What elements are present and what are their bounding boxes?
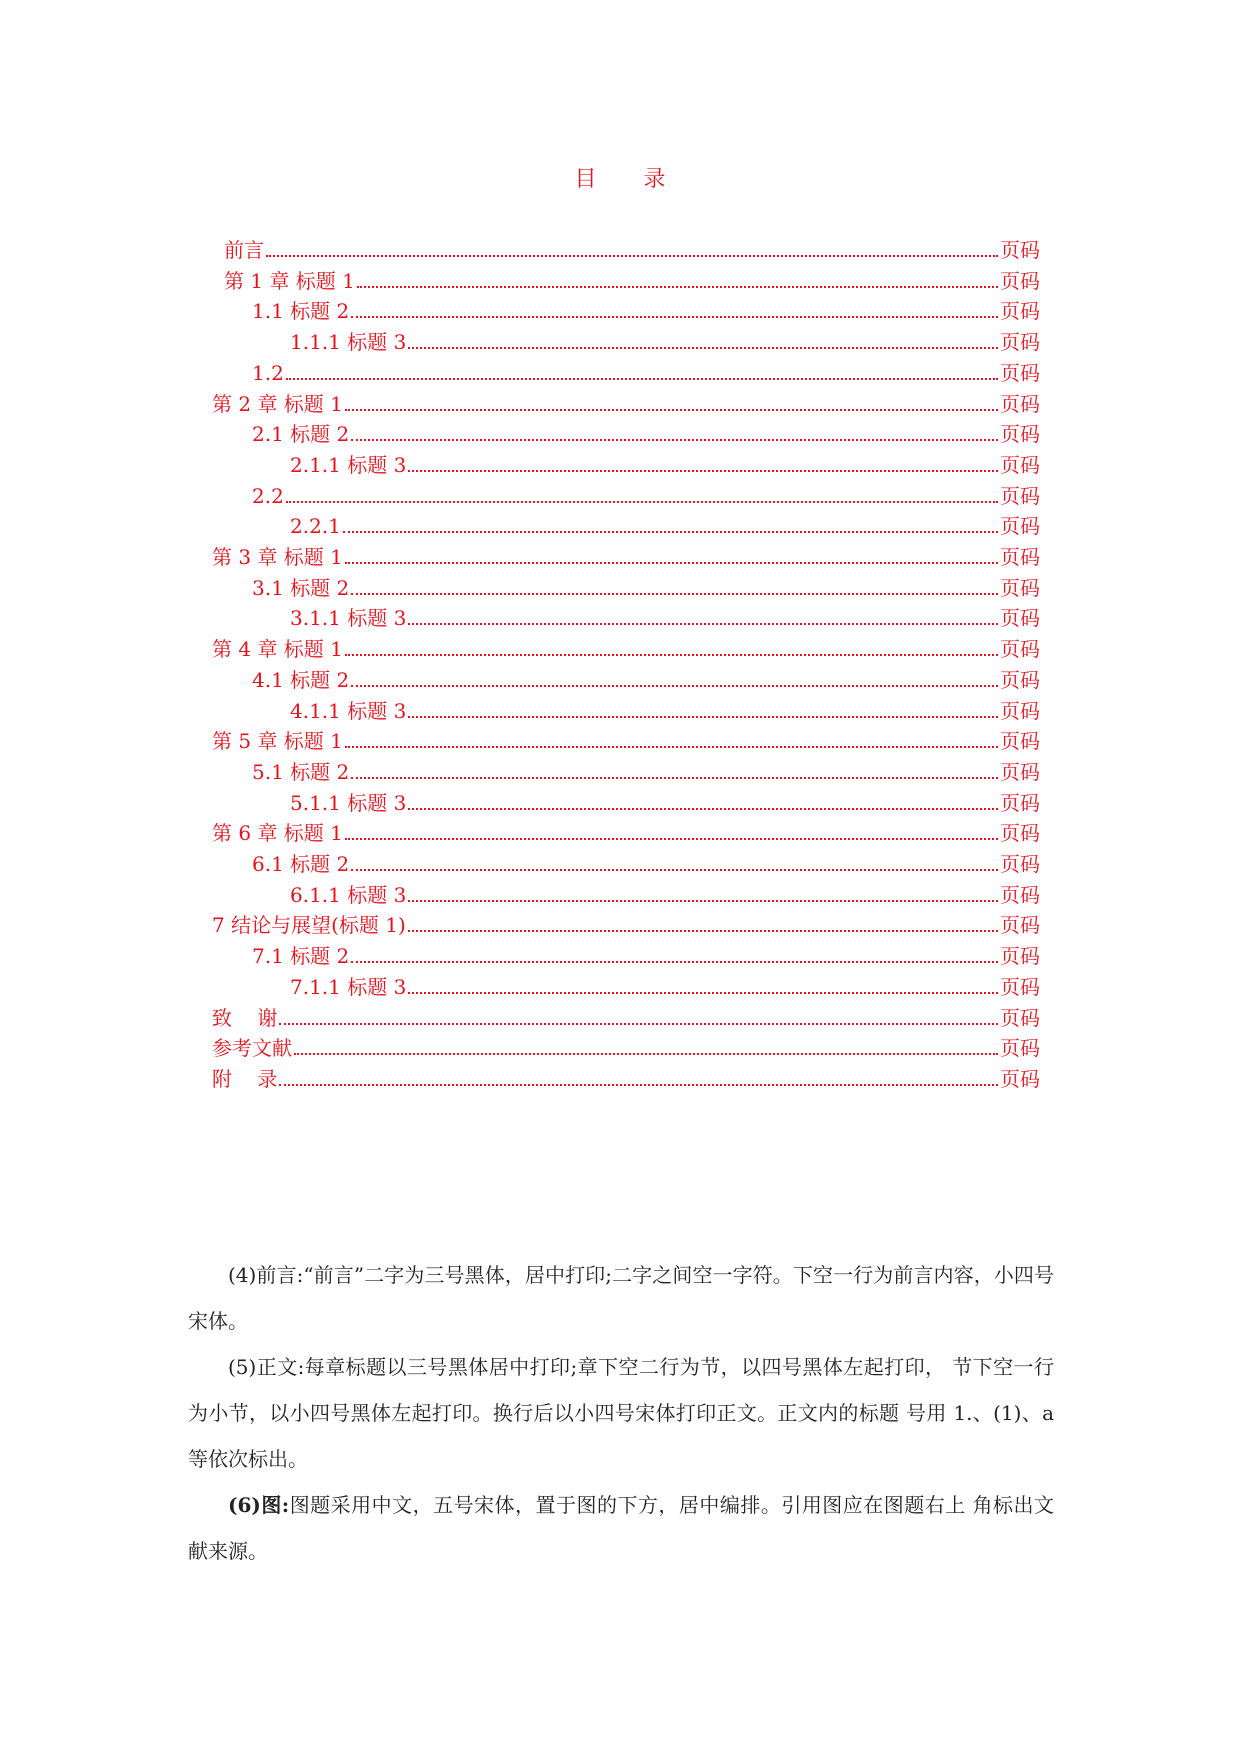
toc-title: 目 录 [574,167,686,192]
toc-entry[interactable] [252,566,1040,600]
toc-leader-dots [357,286,998,288]
toc-entry[interactable] [252,289,1040,323]
toc-entry-label: 第 1 章 标题 1 [224,268,355,293]
toc-leader-dots [351,777,998,779]
toc-entry-page: 页码 [1000,330,1040,355]
toc-entry-label: 第 4 章 标题 1 [212,637,343,662]
toc-entry-label: 2.1.1 标题 3 [290,452,407,477]
toc-entry-page: 页码 [1000,913,1040,938]
toc-leader-dots [279,1084,998,1086]
toc-entry-page: 页码 [1000,606,1040,631]
toc-entry-label: 1.2 [252,360,284,385]
toc-entry-page: 页码 [1000,944,1040,969]
toc-entry[interactable] [290,781,1040,815]
toc-entry-label: 致 谢 [212,1005,278,1030]
toc-entry-label: 2.2 [252,483,284,508]
toc-entry-label: 2.1 标题 2 [252,422,350,447]
toc-entry-page: 页码 [1000,698,1040,723]
toc-leader-dots [408,930,998,932]
toc-entry[interactable] [252,842,1040,876]
toc-entry[interactable] [252,351,1040,385]
paragraph-preface-rule [188,1252,1054,1344]
toc-entry-page: 页码 [1000,821,1040,846]
toc-entry[interactable] [224,259,1040,293]
paragraph-label: (6)图: [228,1493,290,1517]
toc-entry[interactable] [290,873,1040,907]
toc-entry-page: 页码 [1000,575,1040,600]
toc-entry-page: 页码 [1000,299,1040,324]
toc-entry-page: 页码 [1000,545,1040,569]
toc-entry-label: 参考文献 [212,1036,292,1061]
toc-leader-dots [408,470,998,472]
toc-leader-dots [351,869,998,871]
paragraph-text: (4)前言:“前言”二字为三号黑体，居中打印;二字之间空一字符。下空一行为前言内容，小四号宋体。 [188,1263,1054,1333]
toc-leader-dots [345,409,998,411]
toc-entry-label: 1.1.1 标题 3 [290,330,407,355]
toc-leader-dots [351,439,998,441]
toc-entry-page: 页码 [1000,483,1040,508]
toc-entry[interactable] [290,443,1040,477]
toc-entry[interactable] [290,596,1040,630]
toc-entry-label: 4.1 标题 2 [252,667,350,692]
toc-leader-dots [351,316,998,318]
toc-entry-label: 3.1.1 标题 3 [290,606,407,631]
toc-entry-page: 页码 [1000,729,1040,754]
paragraph-figure-rule [188,1482,1054,1574]
toc-leader-dots [351,593,998,595]
toc-entry-label: 7.1.1 标题 3 [290,974,407,999]
paragraph-body: 图题采用中文，五号宋体，置于图的下方，居中编排。引用图应在图题右上 角标出文献来源。 [188,1493,1054,1563]
toc-leader-dots [266,255,998,257]
toc-leader-dots [345,654,998,656]
toc-entry-label: 4.1.1 标题 3 [290,698,407,723]
toc-entry[interactable] [212,811,1040,845]
toc-entry-page: 页码 [1000,391,1040,416]
toc-leader-dots [345,562,998,564]
toc-entry[interactable] [290,320,1040,354]
toc-leader-dots [408,900,998,902]
toc-entry-page: 页码 [1000,1066,1040,1091]
toc-entry-label: 第 6 章 标题 1 [212,821,343,846]
toc-entry-page: 页码 [1000,268,1040,293]
toc-leader-dots [286,378,998,380]
toc-entry-label: 7 结论与展望(标题 1) [212,913,406,938]
toc-entry[interactable] [252,474,1040,508]
toc-leader-dots [408,992,998,994]
toc-entry-label: 3.1 标题 2 [252,575,350,600]
toc-leader-dots [408,623,998,625]
toc-entry[interactable] [290,965,1040,999]
toc-entry-label: 2.2.1 [290,514,341,539]
toc-entry-label: 第 2 章 标题 1 [212,391,343,416]
toc-entry[interactable] [290,504,1040,538]
toc-leader-dots [408,716,998,718]
paragraph-text [188,1482,1054,1574]
toc-entry-page: 页码 [1000,422,1040,447]
toc-entry[interactable] [212,903,1040,937]
toc-entry-page: 页码 [1000,637,1040,662]
toc-leader-dots [279,1023,998,1025]
toc-entry[interactable] [212,1026,1040,1060]
toc-entry-page: 页码 [1000,1036,1040,1061]
toc-entry[interactable] [252,658,1040,692]
toc-entry[interactable] [290,689,1040,723]
toc-entry-label: 6.1.1 标题 3 [290,882,407,907]
toc-entry-label: 附 录 [212,1066,278,1091]
toc-entry-page: 页码 [1000,974,1040,999]
toc-leader-dots [408,347,998,349]
toc-leader-dots [345,746,998,748]
toc-entry[interactable] [212,535,1040,569]
toc-entry-label: 1.1 标题 2 [252,299,350,324]
paragraph-text: (5)正文:每章标题以三号黑体居中打印;章下空二行为节，以四号黑体左起打印， 节下空一行为小节，以小四号黑体左起打印。换行后以小四号宋体打印正文。正文内的标题 号用 1.、(1)、a 等依次标出。 [188,1355,1054,1471]
toc-entry[interactable] [212,627,1040,661]
toc-entry[interactable] [224,228,1040,262]
toc-entry-page: 页码 [1000,1005,1040,1030]
toc-entry-page: 页码 [1000,238,1040,262]
toc-leader-dots [351,685,998,687]
toc-entry-label: 第 3 章 标题 1 [212,545,343,569]
toc-entry-page: 页码 [1000,852,1040,876]
toc-entry[interactable] [212,719,1040,753]
toc-entry[interactable] [252,934,1040,968]
toc-entry-label: 5.1 标题 2 [252,759,350,784]
toc-entry-page: 页码 [1000,790,1040,815]
toc-leader-dots [343,531,998,533]
toc-entry-label: 5.1.1 标题 3 [290,790,407,815]
toc-entry[interactable] [252,412,1040,446]
toc-entry-page: 页码 [1000,882,1040,907]
toc-entry[interactable] [212,1057,1040,1091]
toc-entry[interactable] [212,382,1040,416]
toc-leader-dots [351,961,998,963]
toc-leader-dots [408,808,998,810]
toc-entry-page: 页码 [1000,360,1040,385]
toc-entry-label: 前言 [224,238,264,262]
toc-entry[interactable] [212,996,1040,1030]
toc-entry-page: 页码 [1000,452,1040,477]
toc-leader-dots [294,1053,998,1055]
toc-entry-page: 页码 [1000,514,1040,539]
toc-leader-dots [286,501,998,503]
toc-entry[interactable] [252,750,1040,784]
toc-entry-page: 页码 [1000,667,1040,692]
toc-entry-page: 页码 [1000,759,1040,784]
toc-leader-dots [345,838,998,840]
toc-entry-label: 7.1 标题 2 [252,944,350,969]
paragraph-body-rule [188,1344,1054,1482]
toc-entry-label: 第 5 章 标题 1 [212,729,343,754]
toc-entry-label: 6.1 标题 2 [252,852,350,876]
